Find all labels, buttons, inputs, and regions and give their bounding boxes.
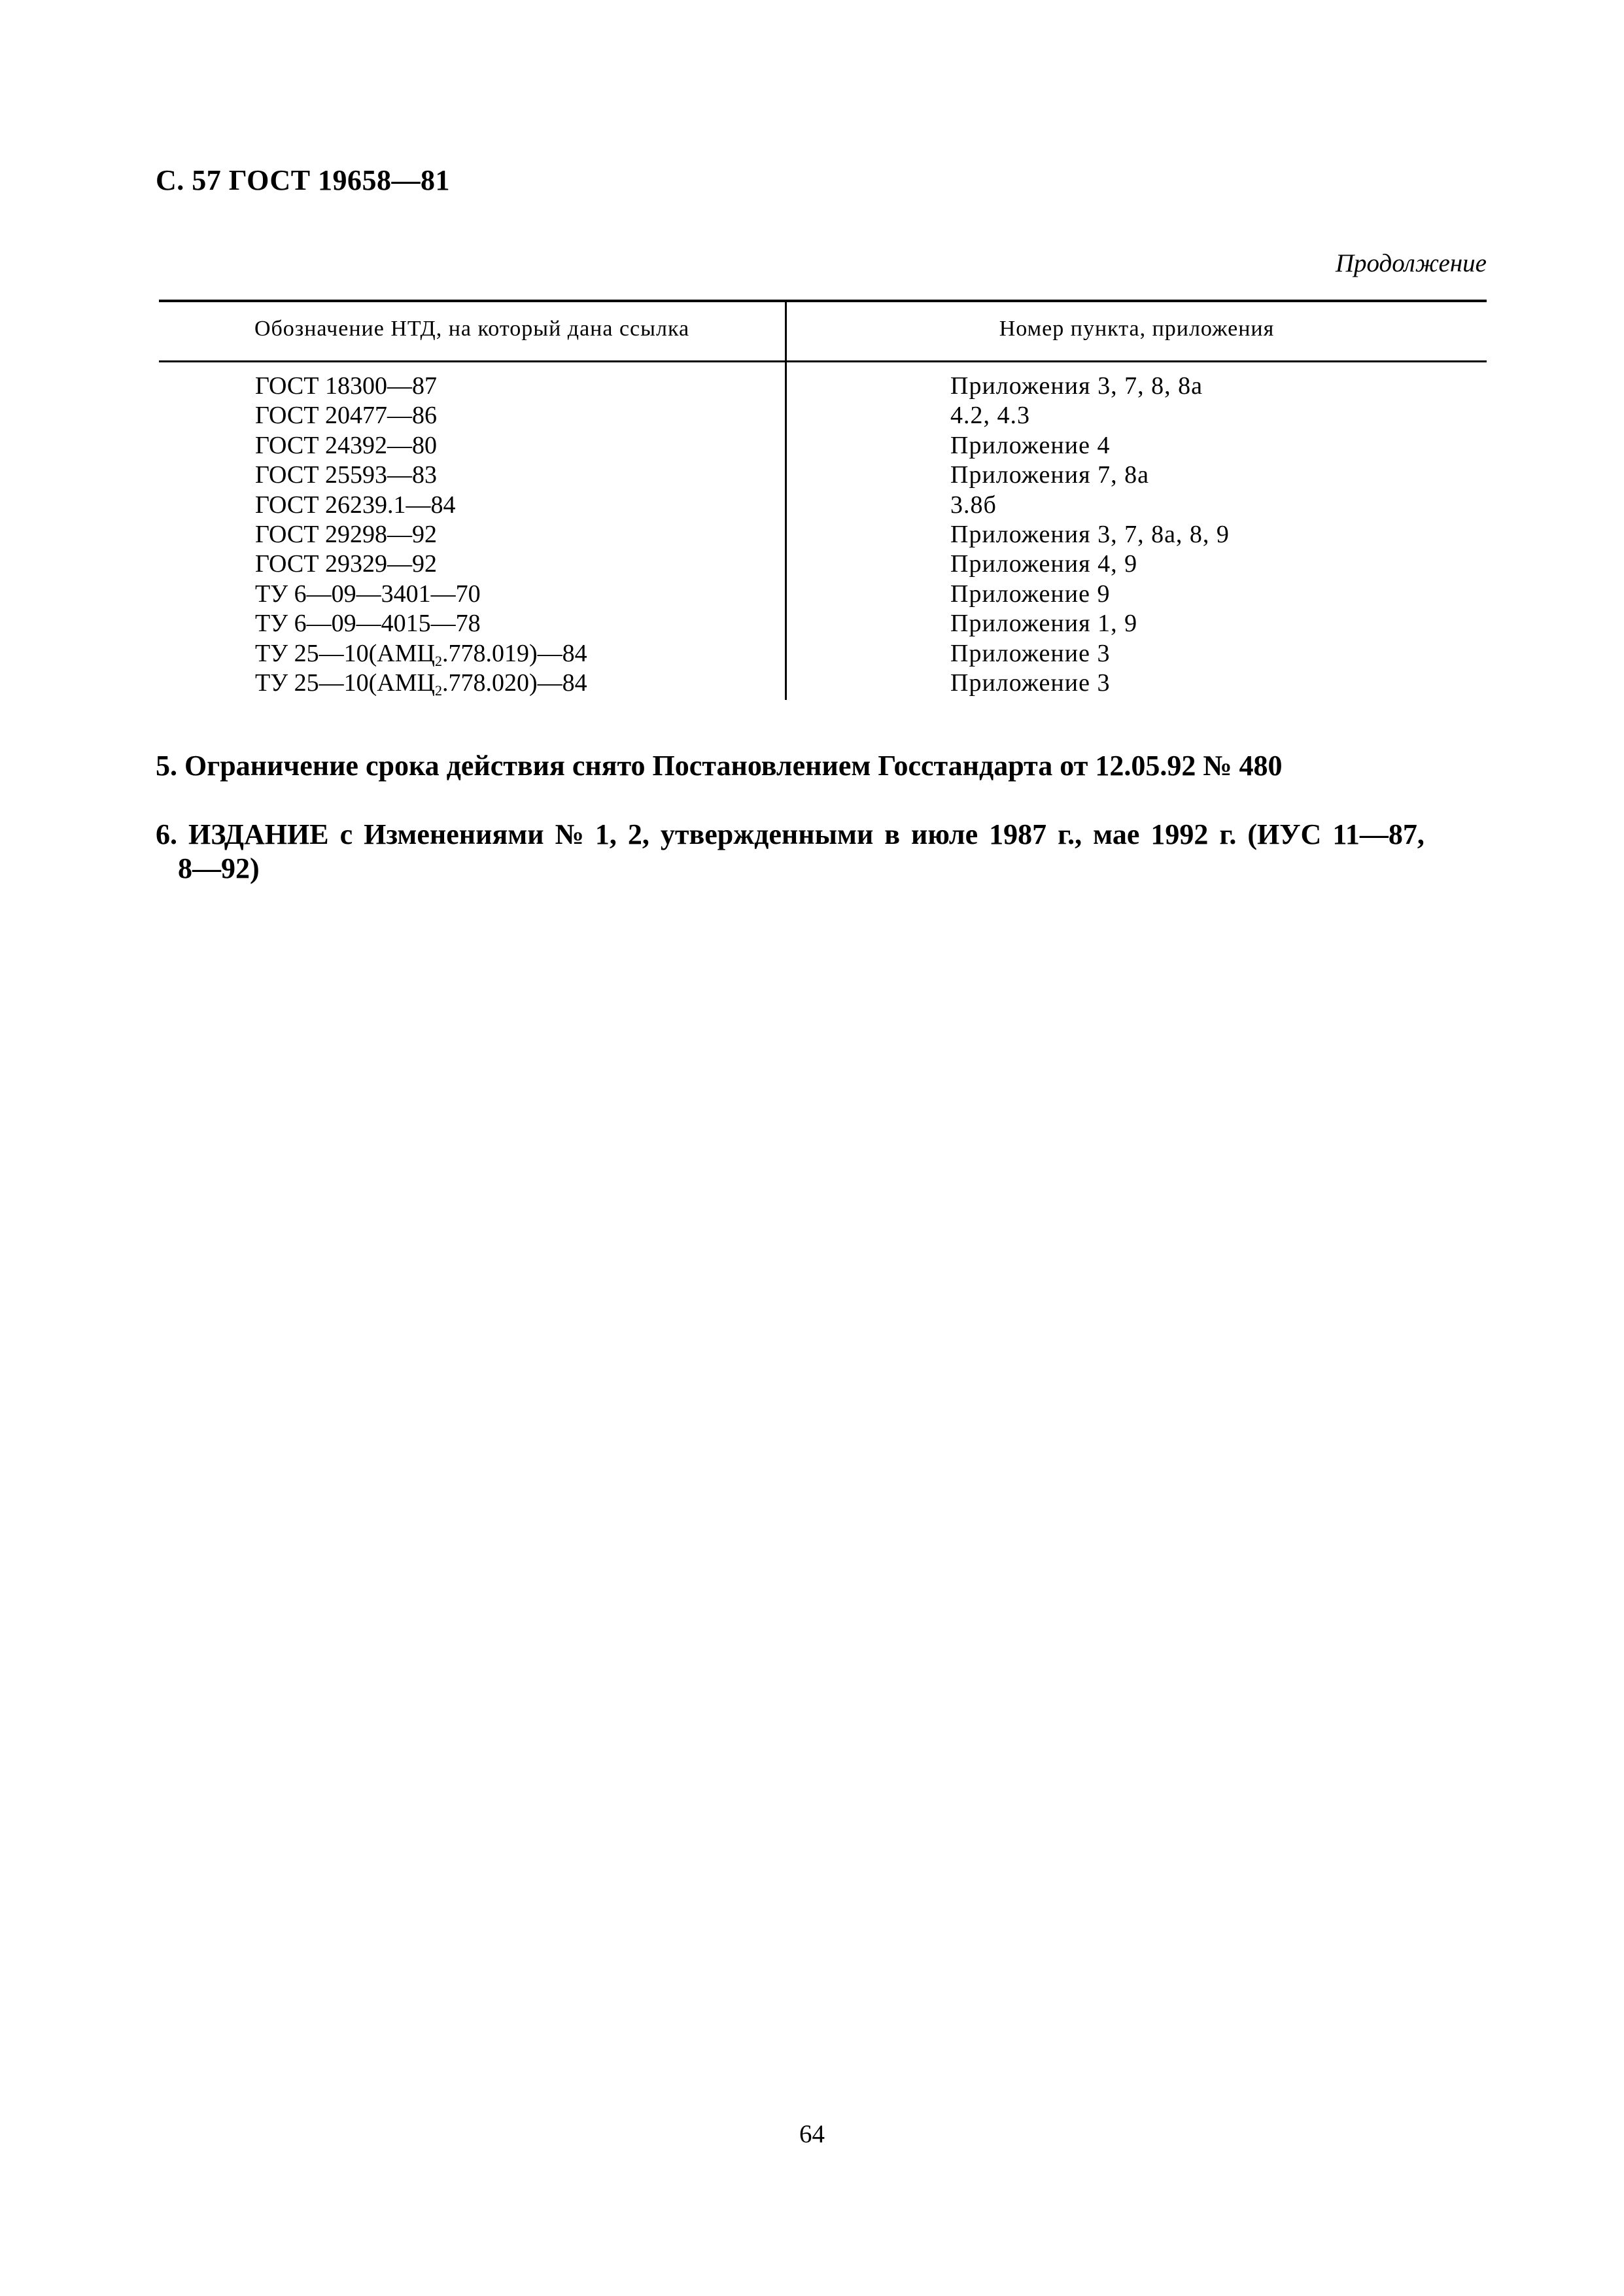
page-header: С. 57 ГОСТ 19658—81 bbox=[156, 164, 451, 196]
reference-cell: ГОСТ 18300—87 bbox=[255, 372, 437, 400]
table-top-rule bbox=[159, 300, 1487, 302]
section-cell: Приложение 9 bbox=[950, 580, 1111, 608]
section-cell: Приложения 4, 9 bbox=[950, 550, 1138, 578]
item-5-paragraph: 5. Ограничение срока действия снято Постановлением Госстандарта от 12.05.92 № 480 bbox=[156, 750, 1283, 782]
reference-cell: ГОСТ 24392—80 bbox=[255, 431, 437, 459]
table-row bbox=[159, 372, 1487, 401]
reference-cell: ГОСТ 29298—92 bbox=[255, 520, 437, 548]
item-6-line-2: 8—92) bbox=[178, 852, 260, 884]
reference-cell: ТУ 6—09—3401—70 bbox=[255, 580, 481, 608]
table-row bbox=[159, 461, 1487, 490]
page-number: 64 bbox=[799, 2120, 825, 2148]
section-cell: Приложения 3, 7, 8, 8а bbox=[950, 372, 1203, 400]
section-cell: Приложения 1, 9 bbox=[950, 610, 1138, 638]
table-row bbox=[159, 580, 1487, 609]
table-row bbox=[159, 669, 1487, 698]
section-cell: Приложения 3, 7, 8а, 8, 9 bbox=[950, 520, 1230, 548]
table-row bbox=[159, 491, 1487, 520]
column-header-section: Номер пункта, приложения bbox=[999, 317, 1275, 341]
references-table bbox=[159, 300, 1487, 700]
table-header-rule bbox=[159, 360, 1487, 362]
reference-cell: ГОСТ 26239.1—84 bbox=[255, 491, 456, 519]
item-6-line-1: 6. ИЗДАНИЕ с Изменениями № 1, 2, утвержденными в июле 1987 г., мае 1992 г. (ИУС 11—87, bbox=[156, 818, 1425, 850]
continuation-label: Продолжение bbox=[1335, 249, 1487, 277]
section-cell: Приложение 3 bbox=[950, 669, 1111, 697]
table-row bbox=[159, 549, 1487, 579]
reference-cell: ТУ 6—09—4015—78 bbox=[255, 610, 481, 638]
reference-cell: ТУ $25—10(АМЦ_2.778.019)—84$ bbox=[255, 639, 587, 669]
item-6-paragraph bbox=[156, 818, 1486, 886]
section-cell: Приложение 3 bbox=[950, 639, 1111, 667]
reference-cell: ТУ $25—10(АМЦ_2.778.020)—84$ bbox=[255, 669, 587, 699]
table-body bbox=[159, 372, 1487, 698]
section-cell: 4.2, 4.3 bbox=[950, 402, 1030, 430]
table-row bbox=[159, 401, 1487, 430]
reference-cell: ГОСТ 20477—86 bbox=[255, 402, 437, 430]
table-row bbox=[159, 431, 1487, 461]
section-cell: Приложение 4 bbox=[950, 431, 1111, 459]
reference-cell: ГОСТ 25593—83 bbox=[255, 461, 437, 489]
table-row bbox=[159, 520, 1487, 549]
column-header-reference: Обозначение НТД, на который дана ссылка bbox=[254, 317, 690, 341]
table-row bbox=[159, 609, 1487, 638]
section-cell: Приложения 7, 8а bbox=[950, 461, 1149, 489]
reference-cell: ГОСТ 29329—92 bbox=[255, 550, 437, 578]
table-row bbox=[159, 639, 1487, 669]
section-cell: 3.8б bbox=[950, 491, 997, 519]
